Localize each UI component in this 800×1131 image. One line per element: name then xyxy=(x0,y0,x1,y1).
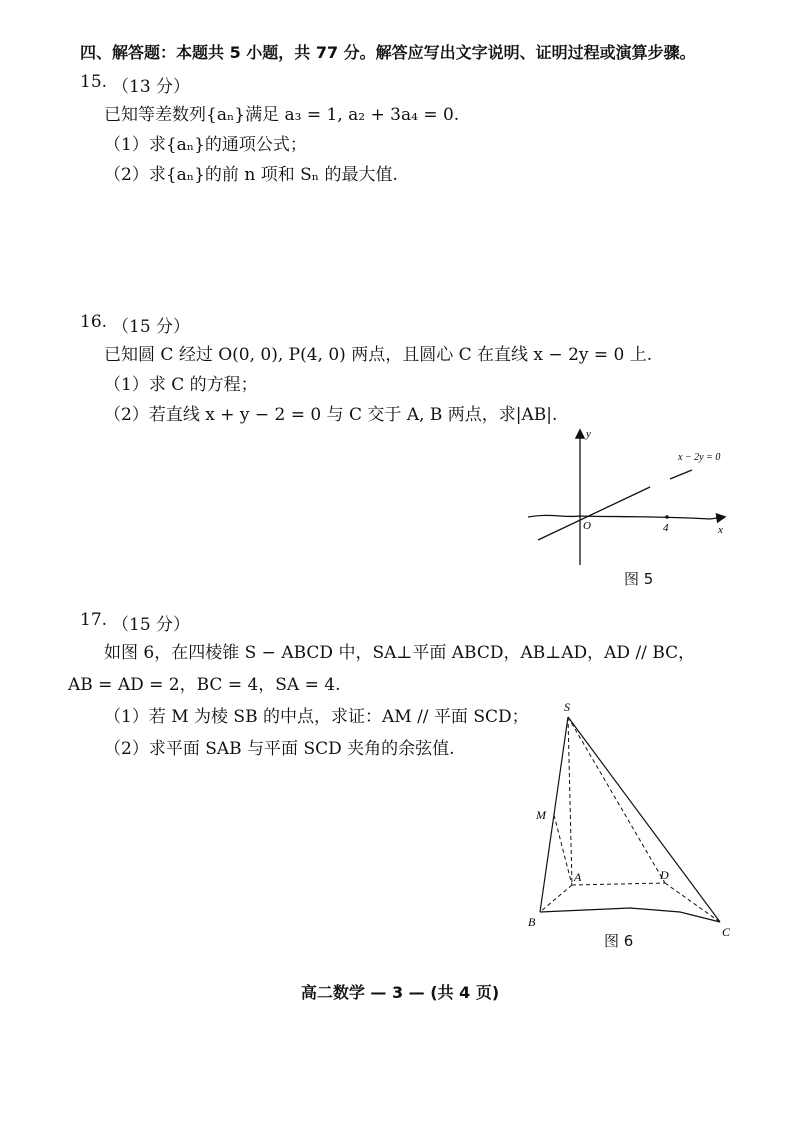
tick-4-label: 4 xyxy=(663,522,669,534)
figure-5-diagram xyxy=(520,425,740,570)
edge-ab xyxy=(540,885,572,912)
edge-ad xyxy=(572,883,665,885)
question-16-points: （15 分） xyxy=(112,317,191,337)
vertex-d-label: D xyxy=(660,868,669,882)
edge-sa xyxy=(568,717,572,885)
edge-sc xyxy=(568,717,720,922)
vertex-b-label: B xyxy=(528,915,536,929)
question-16-part-2: （2）若直线 x + y − 2 = 0 与 C 交于 A, B 两点，求|AB|. xyxy=(104,405,558,425)
question-17-givens: AB = AD = 2，BC = 4，SA = 4. xyxy=(68,675,341,695)
origin-label: O xyxy=(583,520,591,532)
question-17-stem: 如图 6，在四棱锥 S − ABCD 中，SA⊥平面 ABCD，AB⊥AD，AD // BC， xyxy=(104,643,696,663)
vertex-c-label: C xyxy=(722,925,731,939)
question-15-number: 15. xyxy=(80,72,108,92)
edge-bc xyxy=(540,908,720,922)
line-x-minus-2y-tail xyxy=(670,470,692,479)
figure-6-caption: 图 6 xyxy=(604,932,634,950)
question-16-part-1: （1）求 C 的方程； xyxy=(104,375,258,395)
figure-6-diagram xyxy=(520,695,745,940)
question-17-points: （15 分） xyxy=(112,615,191,635)
question-15-points: （13 分） xyxy=(112,77,191,97)
x-axis xyxy=(528,515,724,519)
figure-5-caption: 图 5 xyxy=(624,570,654,588)
question-17-part-1: （1）若 M 为棱 SB 的中点，求证：AM // 平面 SCD； xyxy=(104,707,529,727)
line-label: x − 2y = 0 xyxy=(678,452,721,463)
vertex-s-label: S xyxy=(564,700,570,714)
edge-am xyxy=(554,815,572,885)
question-15-part-2: （2）求{aₙ}的前 n 项和 Sₙ 的最大值. xyxy=(104,165,398,185)
question-17-part-2: （2）求平面 SAB 与平面 SCD 夹角的余弦值. xyxy=(104,739,455,759)
section-heading: 四、解答题：本题共 5 小题，共 77 分。解答应写出文字说明、证明过程或演算步骤。 xyxy=(80,43,696,62)
edge-sd xyxy=(568,717,665,883)
question-16-number: 16. xyxy=(80,312,108,332)
point-m-label: M xyxy=(536,808,546,822)
point-p xyxy=(665,515,669,519)
question-16-stem: 已知圆 C 经过 O(0, 0), P(4, 0) 两点，且圆心 C 在直线 x − 2y = 0 上. xyxy=(104,345,653,365)
page-footer: 高二数学 — 3 — (共 4 页) xyxy=(300,983,500,1002)
question-15-part-1: （1）求{aₙ}的通项公式； xyxy=(104,135,307,155)
y-axis-label: y xyxy=(586,428,591,440)
edge-dc xyxy=(665,883,720,922)
x-axis-label: x xyxy=(718,524,723,536)
line-x-minus-2y xyxy=(538,487,650,540)
question-17-number: 17. xyxy=(80,610,108,630)
question-15-stem: 已知等差数列{aₙ}满足 a₃ = 1, a₂ + 3a₄ = 0. xyxy=(104,105,460,125)
vertex-a-label: A xyxy=(574,870,582,884)
